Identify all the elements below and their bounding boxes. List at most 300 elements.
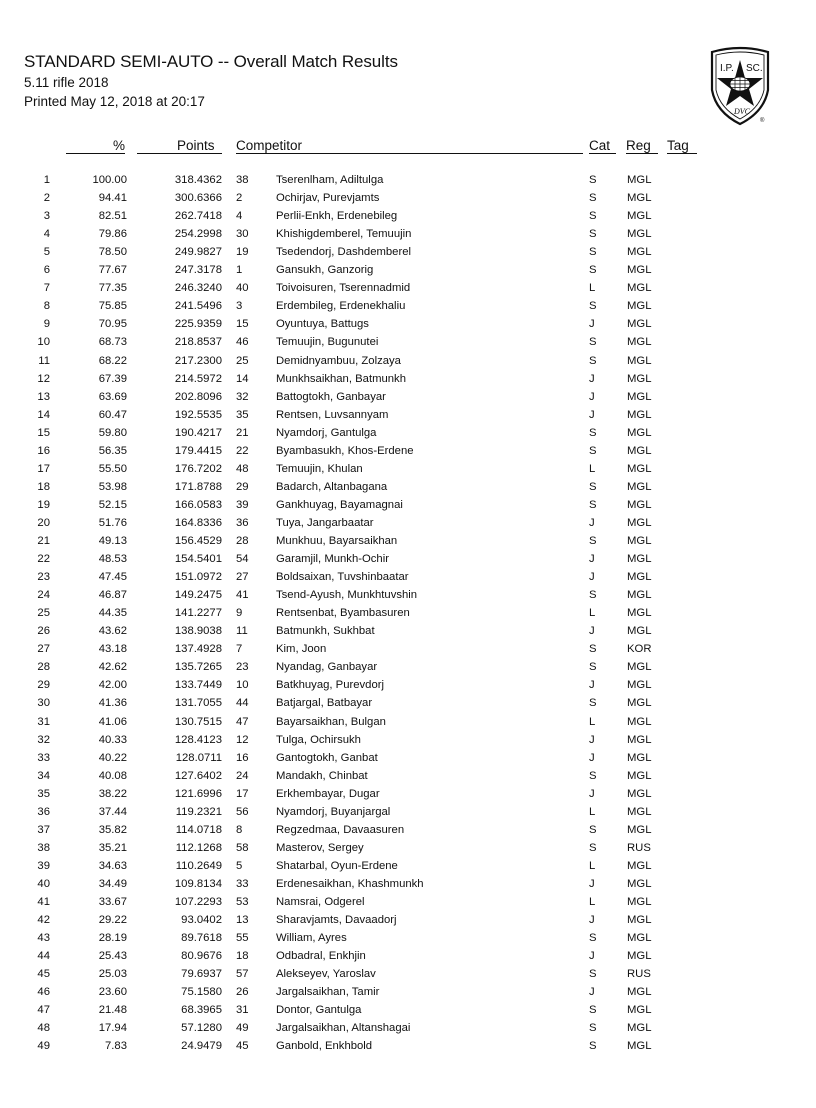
table-row [0,427,816,445]
percent-cell: 40.22 [98,751,127,764]
region-cell: MGL [627,589,652,602]
competitor-number-cell: 13 [236,914,249,927]
category-cell: J [589,986,595,999]
competitor-number-cell: 19 [236,246,249,259]
category-cell: S [589,1004,597,1017]
competitor-name-cell: Munkhsaikhan, Batmunkh [276,372,406,385]
competitor-name-cell: Ganbold, Enkhbold [276,1040,373,1053]
points-cell: 128.4123 [174,733,222,746]
competitor-name-cell: Dontor, Gantulga [276,1004,362,1017]
category-cell: S [589,498,597,511]
competitor-name-cell: Batkhuyag, Purevdorj [276,679,385,692]
competitor-number-cell: 25 [236,354,249,367]
percent-cell: 60.47 [98,408,127,421]
percent-cell: 33.67 [98,896,127,908]
percent-cell: 68.73 [98,336,127,349]
place-cell: 19 [37,498,50,511]
category-cell: S [589,841,597,854]
region-cell: RUS [627,968,651,981]
competitor-name-cell: Ochirjav, Purevjamts [276,192,380,205]
percent-cell: 43.18 [98,643,127,656]
region-cell: MGL [627,462,652,475]
percent-cell: 78.50 [98,246,127,259]
points-cell: 75.1580 [181,986,222,999]
table-row [0,914,816,932]
competitor-name-cell: Nyandag, Ganbayar [276,661,378,674]
place-cell: 32 [37,733,50,746]
table-row [0,806,816,824]
points-cell: 24.9479 [181,1040,222,1053]
competitor-name-cell: Tsend-Ayush, Munkhtuvshin [276,589,418,602]
table-row [0,625,816,643]
competitor-name-cell: Byambasukh, Khos-Erdene [276,444,414,457]
points-cell: 130.7515 [174,715,222,728]
points-cell: 137.4928 [174,643,222,656]
region-cell: MGL [627,354,652,367]
place-cell: 8 [43,300,50,313]
competitor-number-cell: 22 [236,444,249,457]
competitor-number-cell: 35 [236,408,249,421]
category-cell: S [589,246,597,259]
place-cell: 27 [37,643,50,656]
category-cell: J [589,408,595,421]
place-cell: 4 [43,228,50,241]
report-title: STANDARD SEMI-AUTO -- Overall Match Results [24,52,398,71]
category-cell: S [589,426,597,439]
region-cell: MGL [627,571,652,584]
percent-cell: 37.44 [98,805,127,818]
table-row [0,824,816,842]
category-cell: S [589,444,597,457]
competitor-number-cell: 31 [236,1004,249,1017]
table-row [0,788,816,806]
place-cell: 18 [37,480,50,493]
percent-cell: 48.53 [98,553,127,566]
table-row [0,752,816,770]
place-cell: 34 [37,769,50,782]
percent-cell: 63.69 [98,390,127,403]
competitor-name-cell: Perlii-Enkh, Erdenebileg [276,210,398,223]
points-cell: 214.5972 [174,372,222,385]
competitor-number-cell: 9 [236,607,243,620]
competitor-name-cell: Battogtokh, Ganbayar [276,390,386,403]
category-cell: S [589,823,597,836]
header-underline [667,153,697,154]
region-cell: MGL [627,426,652,439]
percent-cell: 35.82 [98,823,127,836]
percent-cell: 56.35 [98,444,127,457]
category-cell: J [589,516,595,529]
competitor-number-cell: 47 [236,715,249,728]
percent-cell: 41.36 [98,697,127,710]
competitor-name-cell: Munkhuu, Bayarsaikhan [276,535,398,547]
table-row [0,589,816,607]
competitor-number-cell: 38 [236,174,249,186]
region-cell: MGL [627,264,652,277]
category-cell: J [589,571,595,584]
points-cell: 179.4415 [174,444,222,457]
competitor-number-cell: 45 [236,1040,249,1053]
place-cell: 44 [37,950,50,963]
table-row [0,950,816,968]
region-cell: MGL [627,914,652,927]
competitor-number-cell: 23 [236,661,249,674]
competitor-name-cell: Nyamdorj, Buyanjargal [276,805,391,818]
place-cell: 15 [37,426,50,439]
competitor-number-cell: 10 [236,679,249,692]
category-cell: J [589,679,595,692]
percent-cell: 79.86 [98,228,127,241]
ipsc-logo-icon [708,46,772,126]
category-cell: S [589,1022,597,1035]
percent-cell: 51.76 [98,516,127,529]
percent-cell: 25.43 [98,950,127,963]
region-cell: MGL [627,823,652,836]
region-cell: MGL [627,661,652,674]
category-cell: S [589,769,597,782]
points-cell: 247.3178 [174,264,222,277]
table-row [0,192,816,210]
table-row [0,246,816,264]
percent-cell: 43.62 [98,625,127,638]
region-cell: MGL [627,787,652,800]
competitor-name-cell: Jargalsaikhan, Altanshagai [276,1022,411,1035]
region-cell: KOR [627,643,652,656]
points-cell: 254.2998 [174,228,222,241]
points-cell: 131.7055 [174,697,222,710]
place-cell: 1 [43,174,50,186]
region-cell: MGL [627,174,652,186]
table-row [0,968,816,986]
col-competitor-header: Competitor [236,138,303,153]
place-cell: 10 [37,336,50,349]
header-underline [626,153,658,154]
table-row [0,896,816,914]
place-cell: 39 [37,859,50,872]
competitor-name-cell: Kim, Joon [276,643,327,656]
competitor-number-cell: 1 [236,264,243,277]
place-cell: 47 [37,1004,50,1017]
category-cell: L [589,282,596,295]
place-cell: 30 [37,697,50,710]
points-cell: 300.6366 [174,192,222,205]
points-cell: 218.8537 [174,336,222,349]
region-cell: MGL [627,228,652,241]
competitor-name-cell: Badarch, Altanbagana [276,480,388,493]
region-cell: MGL [627,1004,652,1017]
percent-cell: 100.00 [92,174,127,186]
region-cell: MGL [627,932,652,945]
points-cell: 135.7265 [174,661,222,674]
svg-text:DVC: DVC [734,107,750,116]
percent-cell: 49.13 [98,535,127,547]
points-cell: 114.0718 [175,823,222,836]
match-name: 5.11 rifle 2018 [24,75,109,90]
category-cell: S [589,535,597,547]
region-cell: MGL [627,390,652,403]
region-cell: MGL [627,192,652,205]
competitor-number-cell: 54 [236,553,249,566]
points-cell: 166.0583 [174,498,222,511]
competitor-name-cell: Shatarbal, Oyun-Erdene [276,859,398,872]
table-row [0,409,816,427]
competitor-name-cell: Alekseyev, Yaroslav [276,968,376,981]
points-cell: 110.2649 [175,859,222,872]
region-cell: MGL [627,733,652,746]
points-cell: 318.4362 [174,174,222,186]
competitor-name-cell: Odbadral, Enkhjin [276,950,366,963]
points-cell: 107.2293 [174,896,222,908]
place-cell: 21 [37,535,50,547]
points-cell: 127.6402 [174,769,222,782]
place-cell: 9 [43,318,50,331]
percent-cell: 47.45 [98,571,127,584]
header-underline [66,153,125,154]
percent-cell: 44.35 [98,607,127,620]
competitor-name-cell: Gansukh, Ganzorig [276,264,374,277]
points-cell: 262.7418 [174,210,222,223]
header-underline [589,153,616,154]
percent-cell: 35.21 [98,841,127,854]
place-cell: 7 [43,282,50,295]
place-cell: 26 [37,625,50,638]
competitor-number-cell: 17 [236,787,249,800]
competitor-name-cell: Rentsen, Luvsannyam [276,408,389,421]
svg-text:®: ® [760,118,765,124]
table-row [0,679,816,697]
competitor-name-cell: Bayarsaikhan, Bulgan [276,715,386,728]
table-row [0,986,816,1004]
percent-cell: 59.80 [98,426,127,439]
category-cell: J [589,877,595,890]
category-cell: J [589,950,595,963]
competitor-name-cell: Oyuntuya, Battugs [276,318,369,331]
category-cell: S [589,697,597,710]
points-cell: 119.2321 [175,805,222,818]
region-cell: MGL [627,553,652,566]
points-cell: 192.5535 [174,408,222,421]
competitor-number-cell: 55 [236,932,249,945]
percent-cell: 77.67 [98,264,127,277]
competitor-name-cell: William, Ayres [276,932,347,945]
place-cell: 3 [43,210,50,223]
place-cell: 43 [37,932,50,945]
category-cell: S [589,661,597,674]
competitor-name-cell: Gankhuyag, Bayamagnai [276,498,403,511]
table-row [0,716,816,734]
region-cell: MGL [627,607,652,620]
table-row [0,1040,816,1058]
points-cell: 89.7618 [181,932,222,945]
competitor-number-cell: 8 [236,823,243,836]
table-row [0,445,816,463]
competitor-number-cell: 39 [236,498,249,511]
table-row [0,607,816,625]
competitor-number-cell: 48 [236,462,249,475]
points-cell: 202.8096 [174,390,222,403]
region-cell: MGL [627,516,652,529]
category-cell: S [589,1040,597,1053]
table-row [0,264,816,282]
competitor-name-cell: Gantogtokh, Ganbat [276,751,378,764]
competitor-number-cell: 41 [236,589,249,602]
points-cell: 128.0711 [175,751,222,764]
printed-date: Printed May 12, 2018 at 20:17 [24,94,205,109]
competitor-number-cell: 57 [236,968,249,981]
points-cell: 176.7202 [174,462,222,475]
competitor-number-cell: 56 [236,805,249,818]
region-cell: MGL [627,318,652,331]
competitor-number-cell: 7 [236,643,243,656]
table-row [0,770,816,788]
competitor-name-cell: Erkhembayar, Dugar [276,787,380,800]
category-cell: L [589,715,596,728]
table-row [0,553,816,571]
competitor-number-cell: 58 [236,841,249,854]
competitor-name-cell: Demidnyambuu, Zolzaya [276,354,401,367]
points-cell: 93.0402 [181,914,222,927]
col-reg-header: Reg [626,138,651,153]
percent-cell: 21.48 [98,1004,127,1017]
competitor-number-cell: 12 [236,733,249,746]
competitor-name-cell: Boldsaixan, Tuvshinbaatar [276,571,409,584]
points-cell: 156.4529 [174,535,222,547]
competitor-number-cell: 21 [236,426,249,439]
place-cell: 23 [37,571,50,584]
points-cell: 133.7449 [174,679,222,692]
category-cell: S [589,589,597,602]
table-row [0,228,816,246]
table-row [0,517,816,535]
place-cell: 25 [37,607,50,620]
place-cell: 13 [37,390,50,403]
region-cell: MGL [627,535,652,547]
points-cell: 246.3240 [174,282,222,295]
table-row [0,355,816,373]
category-cell: J [589,372,595,385]
region-cell: MGL [627,408,652,421]
table-row [0,860,816,878]
points-cell: 151.0972 [174,571,222,584]
category-cell: S [589,192,597,205]
percent-cell: 29.22 [98,914,127,927]
percent-cell: 34.63 [98,859,127,872]
category-cell: L [589,859,596,872]
category-cell: J [589,553,595,566]
competitor-name-cell: Tserenlham, Adiltulga [276,174,384,186]
competitor-number-cell: 11 [236,625,248,638]
percent-cell: 75.85 [98,300,127,313]
percent-cell: 82.51 [98,210,127,223]
region-cell: MGL [627,896,652,908]
category-cell: J [589,318,595,331]
competitor-number-cell: 27 [236,571,249,584]
col-cat-header: Cat [589,138,611,153]
competitor-name-cell: Batmunkh, Sukhbat [276,625,375,638]
place-cell: 14 [37,408,50,421]
table-row [0,734,816,752]
points-cell: 164.8336 [174,516,222,529]
table-row [0,878,816,896]
table-row [0,535,816,553]
table-row [0,1022,816,1040]
place-cell: 31 [37,715,50,728]
competitor-name-cell: Rentsenbat, Byambasuren [276,607,410,620]
competitor-number-cell: 46 [236,336,249,349]
points-cell: 154.5401 [174,553,222,566]
place-cell: 35 [37,787,50,800]
table-row [0,661,816,679]
category-cell: J [589,733,595,746]
points-cell: 217.2300 [174,354,222,367]
place-cell: 6 [43,264,50,277]
points-cell: 241.5496 [174,300,222,313]
percent-cell: 67.39 [98,372,127,385]
competitor-name-cell: Erdembileg, Erdenekhaliu [276,300,406,313]
region-cell: MGL [627,300,652,313]
competitor-name-cell: Toivoisuren, Tserennadmid [276,282,411,295]
competitor-number-cell: 24 [236,769,249,782]
table-row [0,499,816,517]
competitor-number-cell: 40 [236,282,249,295]
points-cell: 225.9359 [174,318,222,331]
region-cell: MGL [627,697,652,710]
category-cell: L [589,607,596,620]
competitor-number-cell: 32 [236,390,249,403]
table-row [0,210,816,228]
table-row [0,174,816,192]
points-cell: 68.3965 [181,1004,222,1017]
competitor-name-cell: Masterov, Sergey [276,841,364,854]
competitor-number-cell: 15 [236,318,249,331]
place-cell: 5 [43,246,50,259]
percent-cell: 68.22 [98,354,127,367]
competitor-name-cell: Temuujin, Bugunutei [276,336,379,349]
competitor-number-cell: 53 [236,896,249,908]
competitor-name-cell: Nyamdorj, Gantulga [276,426,377,439]
category-cell: L [589,805,596,818]
region-cell: MGL [627,715,652,728]
competitor-name-cell: Garamjil, Munkh-Ochir [276,553,389,566]
points-cell: 190.4217 [174,426,222,439]
points-cell: 57.1280 [181,1022,222,1035]
percent-cell: 46.87 [98,589,127,602]
competitor-name-cell: Tsedendorj, Dashdemberel [276,246,412,259]
col-tag-header: Tag [667,138,689,153]
table-row [0,463,816,481]
region-cell: MGL [627,950,652,963]
region-cell: MGL [627,877,652,890]
points-cell: 149.2475 [174,589,222,602]
svg-text:SC.: SC. [746,63,763,74]
category-cell: S [589,932,597,945]
table-row [0,643,816,661]
percent-cell: 23.60 [98,986,127,999]
percent-cell: 25.03 [98,968,127,981]
place-cell: 42 [37,914,50,927]
place-cell: 37 [37,823,50,836]
category-cell: S [589,480,597,493]
competitor-number-cell: 18 [236,950,249,963]
place-cell: 12 [37,372,50,385]
header-underline [236,153,583,154]
competitor-number-cell: 4 [236,210,243,223]
place-cell: 28 [37,661,50,674]
points-cell: 121.6996 [174,787,222,800]
competitor-number-cell: 2 [236,192,243,205]
percent-cell: 28.19 [98,932,127,945]
place-cell: 33 [37,751,50,764]
